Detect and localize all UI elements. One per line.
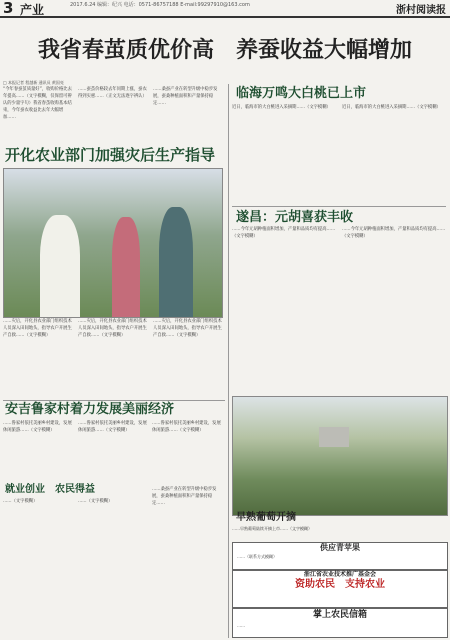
article3-body-col-2: 近日，临海市的大白桃进入采摘期……（文字模糊） [342,105,441,110]
date-line: 2017.6.24 编辑：纪兴 电话：0571-86757188 E-mail:99297910@163.com [70,2,250,8]
main-col-1: “今年春蚕茧质量好”，收购价格比去年提高……（文字模糊，仅保留可辨认的少量字句）我省春茧收购基本结束，今年蚕农收益比去年大幅增加…… [3,87,72,120]
main-col-3: ……桑蚕产业在转型升级中稳步发展，蚕桑种植面积和产量保持稳定…… [153,87,218,106]
article2-col-3: ……灾后，开化县农业部门组织技术人员深入田间地头，指导农户开展生产自救……（文字模糊） [153,319,222,338]
article3-headline: 临海万鸣大白桃已上市 [236,86,367,101]
masthead: 浙村阅读报 [396,5,446,16]
divider-vertical [228,84,229,638]
main-headline: 我省春茧质优价高 养蚕收益大幅增加 [37,38,412,63]
ad-mobile-mailbox-text: …… [237,623,245,628]
article6-body: ……（文字模糊） [3,499,38,504]
ad-apples [232,542,448,570]
article3-body: 近日，临海市的大白桃进入采摘期……（文字模糊） [232,105,331,110]
photo-person-1 [40,215,80,317]
article4-body: ……今年元胡种植面积增加，产量和品质均有提高……（文字模糊） [232,227,336,239]
photo-grapes [232,396,448,516]
section-name: 产业 [20,3,45,17]
article2-col-2: ……灾后，开化县农业部门组织技术人员深入田间地头，指导农户开展生产自救……（文字模糊） [78,319,147,338]
article2-headline: 开化农业部门加强灾后生产指导 [5,146,216,164]
article7-headline: 早熟葡萄开摘 [236,512,296,523]
article7-caption: ……早熟葡萄陆续开摘上市……（文字模糊） [232,526,312,531]
ad-mobile-mailbox-title: 掌上农民信箱 [312,610,367,620]
article4-body-col-2: ……今年元胡种植面积增加，产量和品质均有提高……（文字模糊） [342,227,446,239]
article2-col-1: ……灾后，开化县农业部门组织技术人员深入田间地头，指导农户开展生产自救……（文字模糊） [3,319,72,338]
page-header [0,0,450,18]
photo-person-3 [159,207,193,317]
ad-foundation-slogan: 资助农民 支持农业 [295,579,385,590]
article5-headline: 安吉鲁家村着力发展美丽经济 [5,402,175,417]
ad-mobile-mailbox [232,608,448,638]
ad-apples-title: 供应青苹果 [320,543,360,552]
article-misc-col: ……桑蚕产业在转型升级中稳步发展，蚕桑种植面积和产量保持稳定…… [152,487,217,506]
main-col-2: ……蚕茧价格较去年同期上涨，蚕农得到实惠……（正文无法逐字辨认） [78,87,147,99]
photo-disaster-guidance [3,168,223,318]
page-number: 3 [3,0,14,17]
article5-body-col-3: ……鲁家村依托美丽乡村建设，发展休闲旅游……（文字模糊） [152,421,221,433]
divider-horizontal-2 [232,206,446,207]
ad-apples-text: ……（联系方式模糊） [237,554,277,559]
ad-foundation-title: 浙江省农业技术推广基金会 [303,571,376,578]
article5-body: ……鲁家村依托美丽乡村建设，发展休闲旅游……（文字模糊） [3,421,72,433]
article5-body-col-2: ……鲁家村依托美丽乡村建设，发展休闲旅游……（文字模糊） [78,421,147,433]
ad-foundation [232,570,448,608]
main-credit: □ 本报记者 程越新 通讯员 黄国亮 [3,80,64,85]
article4-headline: 遂昌：元胡喜获丰收 [236,210,354,225]
article6-headline: 就业创业 农民得益 [5,484,95,495]
photo-building [319,427,349,447]
article6-body-col-2: ……（文字模糊） [78,499,113,504]
photo-person-2 [112,217,140,317]
divider-horizontal-1 [3,400,225,401]
